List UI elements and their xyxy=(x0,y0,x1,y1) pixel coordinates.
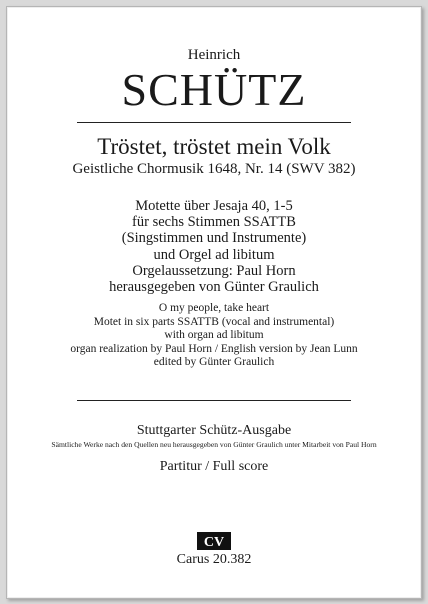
work-title: Tröstet, tröstet mein Volk xyxy=(97,134,331,159)
middle-rule xyxy=(77,400,351,401)
composer-last-name: SCHÜTZ xyxy=(121,64,307,115)
composer-first-name: Heinrich xyxy=(187,47,241,63)
series-name: Stuttgarter Schütz-Ausgabe xyxy=(136,423,292,438)
english-line: edited by Günter Graulich xyxy=(153,356,275,368)
english-line: O my people, take heart xyxy=(158,302,270,314)
german-line: und Orgel ad libitum xyxy=(153,247,275,263)
english-line: Motet in six parts SSATTB (vocal and instrumental) xyxy=(93,316,335,328)
german-line: (Singstimmen und Instrumente) xyxy=(121,230,307,246)
series-note: Sämtliche Werke nach den Quellen neu herausgegeben von Günter Graulich unter Mitarbeit von Paul Horn xyxy=(51,440,377,449)
german-line: Orgelaussetzung: Paul Horn xyxy=(132,263,296,279)
carus-logo-icon xyxy=(197,532,231,550)
score-cover xyxy=(6,6,422,599)
english-line: organ realization by Paul Horn / English version by Jean Lunn xyxy=(70,343,358,355)
top-rule xyxy=(77,122,351,123)
german-line: Motette über Jesaja 40, 1-5 xyxy=(135,198,293,214)
edition-type: Partitur / Full score xyxy=(159,459,269,474)
english-line: with organ ad libitum xyxy=(164,329,264,341)
logo-text: CV xyxy=(203,535,225,550)
work-subtitle: Geistliche Chormusik 1648, Nr. 14 (SWV 382) xyxy=(72,161,356,177)
german-line: für sechs Stimmen SSATTB xyxy=(132,214,296,230)
catalog-number: Carus 20.382 xyxy=(176,552,252,567)
german-line: herausgegeben von Günter Graulich xyxy=(109,279,319,295)
